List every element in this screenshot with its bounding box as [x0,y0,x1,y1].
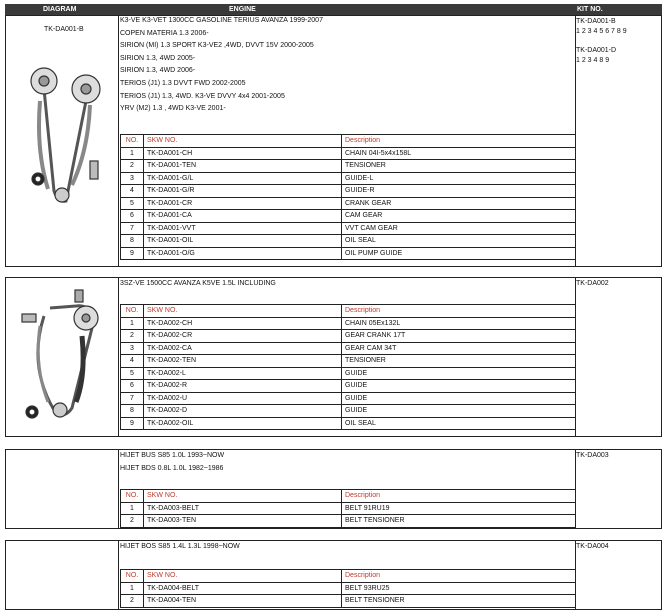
part-no: 5 [121,197,144,210]
part-skw: TK-DA001-CR [144,197,342,210]
part-skw: TK-DA003-BELT [144,502,342,515]
col-no: NO. [121,490,144,503]
col-no: NO. [121,305,144,318]
kit-parts: 1 2 3 4 8 9 [576,57,610,64]
engine-line: HIJET BDS 0.8L 1.0L 1982~1986 [120,464,224,472]
table-row [121,502,576,515]
kit-number: TK-DA001-B [576,18,616,25]
table-row [121,197,576,210]
part-description: GEAR CRANK 17T [342,330,576,343]
part-description: GUIDE [342,380,576,393]
col-desc: Description [342,135,576,148]
part-description: BELT 91RU19 [342,502,576,515]
part-no: 9 [121,417,144,430]
part-no: 1 [121,317,144,330]
header-diagram: DIAGRAM [43,6,77,13]
part-no: 9 [121,247,144,260]
part-no: 4 [121,185,144,198]
table-row [121,210,576,223]
parts-table [120,489,576,528]
part-skw: TK-DA002-CR [144,330,342,343]
table-row [121,147,576,160]
part-no: 1 [121,147,144,160]
part-description: OIL SEAL [342,235,576,248]
part-description: BELT TENSIONER [342,595,576,608]
part-no: 2 [121,515,144,528]
part-description: CHAIN 04I-5x4x158L [342,147,576,160]
part-skw: TK-DA002-CA [144,342,342,355]
parts-table-header [121,305,576,318]
part-no: 1 [121,502,144,515]
timing-chain-diagram-1 [26,61,106,211]
catalog-block-3 [5,449,662,529]
part-skw: TK-DA001-G/L [144,172,342,185]
part-skw: TK-DA002-OIL [144,417,342,430]
parts-table-header [121,135,576,148]
part-skw: TK-DA001-TEN [144,160,342,173]
part-description: GEAR CAM 34T [342,342,576,355]
part-skw: TK-DA001-G/R [144,185,342,198]
parts-table [120,134,576,260]
engine-line: HIJET BOS S85 1.4L 1.3L 1998~NOW [120,543,240,550]
part-no: 2 [121,160,144,173]
part-skw: TK-DA002-TEN [144,355,342,368]
part-description: BELT TENSIONER [342,515,576,528]
part-skw: TK-DA002-D [144,405,342,418]
part-skw: TK-DA004-TEN [144,595,342,608]
table-row [121,392,576,405]
parts-table [120,304,576,430]
part-no: 2 [121,595,144,608]
part-no: 4 [121,355,144,368]
col-skw: SKW NO. [144,305,342,318]
col-no: NO. [121,135,144,148]
engine-line: 3SZ-VE 1500CC AVANZA K5VE 1.5L INCLUDING [120,280,276,287]
kit-list [576,542,609,552]
kit-list [576,279,609,289]
table-row [121,405,576,418]
part-no: 7 [121,392,144,405]
part-skw: TK-DA001-O/G [144,247,342,260]
engine-list [120,450,224,475]
parts-table [120,569,576,608]
part-description: BELT 93RU25 [342,582,576,595]
engine-line: SIRION (MI) 1.3 SPORT K3-VE2 ,4WD, DVVT 15V 2000-2005 [120,42,314,50]
part-skw: TK-DA002-CH [144,317,342,330]
part-description: GUIDE-R [342,185,576,198]
table-row [121,185,576,198]
part-description: GUIDE-L [342,172,576,185]
kit-number: TK-DA003 [576,452,609,459]
part-skw: TK-DA001-CH [144,147,342,160]
table-row [121,330,576,343]
kit-parts: 1 2 3 4 5 6 7 8 9 [576,28,627,35]
parts-table-header [121,570,576,583]
table-row [121,515,576,528]
part-skw: TK-DA001-CA [144,210,342,223]
kit-number: TK-DA001-D [576,47,617,54]
engine-line: HIJET BUS S85 1.0L 1993~NOW [120,452,225,459]
table-row [121,235,576,248]
engine-line: COPEN MATERIA 1.3 2006- [120,29,209,37]
kit-list [576,451,609,461]
part-description: CHAIN 05Ex132L [342,317,576,330]
part-description: TENSIONER [342,355,576,368]
table-row [121,582,576,595]
engine-line: TERIOS (J1) 1.3, 4WD. K3-VE DVVY 4x4 2001-2005 [120,92,285,100]
engine-line: YRV (M2) 1.3 , 4WD K3-VE 2001- [120,105,226,113]
part-description: CAM GEAR [342,210,576,223]
engine-line: TERIOS (J1) 1.3 DVVT FWD 2002-2005 [120,79,246,87]
table-row [121,247,576,260]
part-skw: TK-DA004-BELT [144,582,342,595]
part-no: 3 [121,342,144,355]
part-no: 3 [121,172,144,185]
engine-line: SIRION 1.3, 4WD 2006- [120,67,196,75]
col-skw: SKW NO. [144,570,342,583]
table-row [121,342,576,355]
part-skw: TK-DA003-TEN [144,515,342,528]
col-skw: SKW NO. [144,135,342,148]
col-desc: Description [342,305,576,318]
engine-line: K3-VE K3-VET 1300CC GASOLINE TERIUS AVANZA 1999-2007 [120,17,323,24]
catalog-block-4 [5,540,662,610]
table-row [121,367,576,380]
engine-list [120,278,276,291]
part-description: GUIDE [342,392,576,405]
kit-list [576,17,627,66]
part-no: 6 [121,380,144,393]
part-description: OIL SEAL [342,417,576,430]
part-description: CRANK GEAR [342,197,576,210]
header-kit: KIT NO. [577,6,603,13]
kit-number: TK-DA004 [576,543,609,550]
engine-list [120,15,323,116]
diagram-label: TK-DA001-B [44,26,84,33]
part-skw: TK-DA002-R [144,380,342,393]
part-skw: TK-DA002-L [144,367,342,380]
part-description: VVT CAM GEAR [342,222,576,235]
catalog-block-2 [5,277,662,437]
table-row [121,595,576,608]
parts-table-header [121,490,576,503]
col-desc: Description [342,570,576,583]
part-no: 5 [121,367,144,380]
header-engine: ENGINE [229,6,256,13]
kit-number: TK-DA002 [576,280,609,287]
part-no: 6 [121,210,144,223]
part-no: 2 [121,330,144,343]
part-no: 8 [121,235,144,248]
engine-list [120,541,240,554]
engine-line: SIRION 1.3, 4WD 2005- [120,54,196,62]
part-no: 1 [121,582,144,595]
table-row [121,355,576,368]
table-row [121,417,576,430]
table-row [121,380,576,393]
part-description: GUIDE [342,367,576,380]
col-no: NO. [121,570,144,583]
part-description: OIL PUMP GUIDE [342,247,576,260]
part-skw: TK-DA002-U [144,392,342,405]
table-header [5,4,662,15]
part-no: 8 [121,405,144,418]
part-skw: TK-DA001-OIL [144,235,342,248]
part-description: GUIDE [342,405,576,418]
part-description: TENSIONER [342,160,576,173]
table-row [121,317,576,330]
col-skw: SKW NO. [144,490,342,503]
table-row [121,172,576,185]
part-no: 7 [121,222,144,235]
timing-chain-diagram-2 [20,286,114,426]
table-row [121,160,576,173]
catalog-block-1 [5,15,662,267]
table-row [121,222,576,235]
col-desc: Description [342,490,576,503]
part-skw: TK-DA001-VVT [144,222,342,235]
